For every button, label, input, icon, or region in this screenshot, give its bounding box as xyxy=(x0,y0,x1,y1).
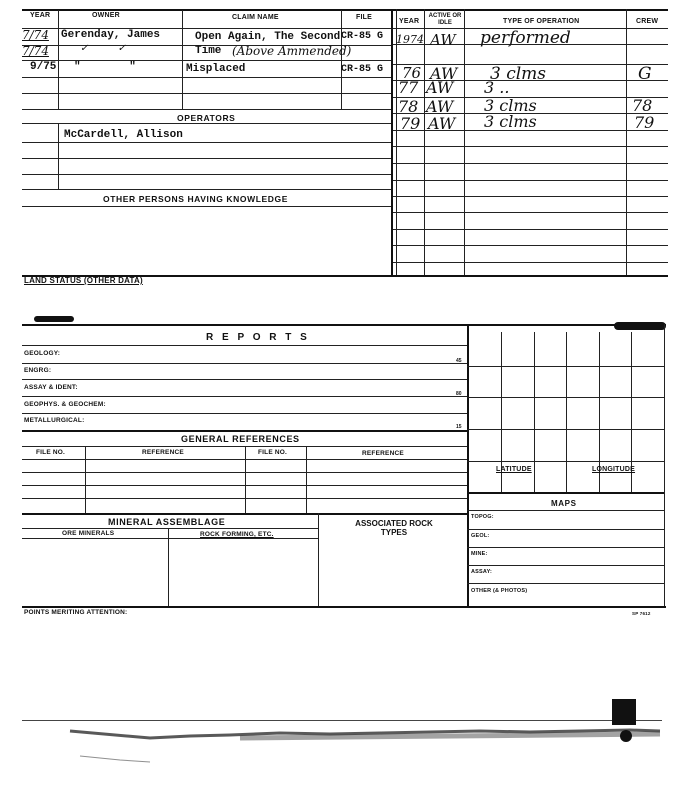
claim-year: 9/75 xyxy=(30,61,57,73)
claim-owner: Gerenday, James xyxy=(61,29,161,41)
reports-top-border xyxy=(22,324,666,326)
longitude-label: LONGITUDE xyxy=(592,466,636,473)
report-label-geology: GEOLOGY: xyxy=(24,350,61,357)
report-label-geophys: GEOPHYS. & GEOCHEM: xyxy=(24,401,106,408)
claim-name: Misplaced xyxy=(186,63,246,75)
claim-year: 7/74 xyxy=(22,28,49,42)
grid-hline xyxy=(467,366,664,367)
header-year: YEAR xyxy=(30,12,51,19)
claim-file: CR-85 G xyxy=(341,64,384,75)
ref-col-reference: REFERENCE xyxy=(362,450,404,457)
operators-line xyxy=(22,158,392,159)
activity-operation: 3 .. xyxy=(484,78,510,97)
claim-name: Open Again, The Second xyxy=(195,31,341,43)
activity-status: AW xyxy=(430,31,456,49)
points-meriting-label: POINTS MERITING ATTENTION: xyxy=(24,609,128,616)
activity-status: AW xyxy=(426,97,454,116)
activity-crew: G xyxy=(638,64,652,84)
report-num: 15 xyxy=(456,424,462,430)
activity-operation: 3 clms xyxy=(490,64,547,84)
grid-hline xyxy=(467,429,664,430)
activity-year: 79 xyxy=(400,114,421,133)
report-label-assay: ASSAY & IDENT: xyxy=(24,384,78,391)
mineral-col-divider xyxy=(318,513,319,606)
ref-col-file-no: FILE NO. xyxy=(36,449,66,456)
ref-col-divider xyxy=(85,446,86,513)
header-year-2: YEAR xyxy=(399,18,420,25)
header-crew: CREW xyxy=(636,18,659,25)
header-owner: OWNER xyxy=(92,12,120,19)
activity-operation: 3 clms xyxy=(484,112,537,131)
activity-year: 77 xyxy=(398,78,419,97)
claim-row-line xyxy=(22,109,392,110)
activity-year: 76 xyxy=(402,64,422,82)
latitude-label: LATITUDE xyxy=(496,466,532,473)
land-status-label: LAND STATUS (OTHER DATA) xyxy=(24,276,143,285)
maps-row-line xyxy=(467,529,664,530)
maps-row-line xyxy=(467,583,664,584)
mineral-header-line xyxy=(22,538,318,539)
other-persons-line xyxy=(22,206,392,207)
operators-line xyxy=(22,189,392,190)
report-row-line xyxy=(22,363,467,364)
operators-line xyxy=(22,174,392,175)
operators-heading: OPERATORS xyxy=(177,113,236,123)
col-divider xyxy=(391,9,393,275)
activity-status: AW xyxy=(428,114,456,133)
claim-owner: ✓ ✓ xyxy=(80,43,126,54)
activity-status: AW xyxy=(430,64,458,83)
claim-file: CR-85 G xyxy=(341,31,384,42)
col-divider xyxy=(424,9,425,275)
operators-line xyxy=(22,123,392,124)
ref-col-reference: REFERENCE xyxy=(142,449,184,456)
activity-operation: performed xyxy=(480,28,571,48)
ref-bottom-line xyxy=(22,513,467,515)
operator-name: McCardell, Allison xyxy=(64,129,183,141)
report-row-line xyxy=(22,379,467,380)
ref-col-file-no: FILE NO. xyxy=(258,449,288,456)
header-active-or-idle: ACTIVE OR IDLE xyxy=(428,13,462,26)
claim-owner: " " xyxy=(74,61,136,73)
grid-vline xyxy=(566,332,567,492)
activity-year: 78 xyxy=(398,97,419,116)
top-border xyxy=(22,9,668,11)
activity-status: AW xyxy=(426,78,454,97)
scan-blob xyxy=(612,699,636,725)
report-num: 45 xyxy=(456,358,462,364)
general-references-heading: GENERAL REFERENCES xyxy=(181,434,300,444)
activity-crew: 79 xyxy=(634,113,655,132)
mineral-header-line xyxy=(22,528,318,529)
report-num: 80 xyxy=(456,391,462,397)
mineral-assemblage-heading: MINERAL ASSEMBLAGE xyxy=(108,517,226,527)
claim-row-line xyxy=(22,77,392,78)
maps-heading: MAPS xyxy=(551,499,577,508)
operators-line xyxy=(22,142,392,143)
maps-row-line xyxy=(467,547,664,548)
other-persons-heading: OTHER PERSONS HAVING KNOWLEDGE xyxy=(103,194,289,204)
form-number: SP 7612 xyxy=(632,611,651,616)
ref-col-divider xyxy=(306,446,307,513)
maps-topog: TOPOG: xyxy=(471,514,494,520)
scan-noise-decoration xyxy=(0,690,678,800)
report-row-line xyxy=(22,396,467,397)
col-divider xyxy=(182,10,183,110)
grid-vline xyxy=(534,332,535,492)
activity-operation: 3 clms xyxy=(484,96,537,115)
activity-crew: 78 xyxy=(632,96,653,115)
grid-hline xyxy=(467,397,664,398)
report-row-line xyxy=(22,430,467,432)
report-label-metallurgical: METALLURGICAL: xyxy=(24,417,85,424)
header-file: FILE xyxy=(356,14,372,21)
maps-other: OTHER (& PHOTOS) xyxy=(471,588,528,594)
header-claim-name: CLAIM NAME xyxy=(232,14,279,21)
maps-row-line xyxy=(467,510,664,511)
maps-mine: MINE: xyxy=(471,551,488,557)
reports-heading: R E P O R T S xyxy=(206,332,310,343)
report-row-line xyxy=(22,413,467,414)
col-divider xyxy=(464,9,465,275)
reports-bottom-border xyxy=(22,606,666,608)
maps-top-line xyxy=(467,492,664,494)
rock-forming-label: ROCK FORMING, ETC. xyxy=(200,531,274,538)
claim-note: (Above Ammended) xyxy=(232,44,352,58)
ore-minerals-label: ORE MINERALS xyxy=(62,530,115,537)
claim-name: Time xyxy=(195,45,222,57)
col-divider xyxy=(58,124,59,190)
claim-year: 7/74 xyxy=(22,44,49,58)
redaction-mark xyxy=(34,316,74,322)
report-row-line xyxy=(22,345,467,346)
maps-assay: ASSAY: xyxy=(471,569,493,575)
grid-hline xyxy=(467,461,664,462)
scan-blob xyxy=(620,730,632,742)
scan-streak xyxy=(80,756,150,762)
col-divider xyxy=(626,9,627,275)
maps-row-line xyxy=(467,565,664,566)
ref-col-divider xyxy=(245,446,246,513)
activity-year: 1974 xyxy=(396,33,424,46)
col-divider xyxy=(396,9,397,275)
report-label-engrg: ENGRG: xyxy=(24,367,52,374)
header-type-of-operation: TYPE OF OPERATION xyxy=(503,18,580,25)
maps-geol: GEOL: xyxy=(471,533,490,539)
col-divider xyxy=(58,10,59,110)
grid-right-border xyxy=(664,324,665,608)
mineral-col-divider xyxy=(168,528,169,606)
claim-row-line xyxy=(22,93,392,94)
associated-rock-types-label: ASSOCIATED ROCK TYPES xyxy=(355,519,433,537)
col-divider xyxy=(341,10,342,110)
